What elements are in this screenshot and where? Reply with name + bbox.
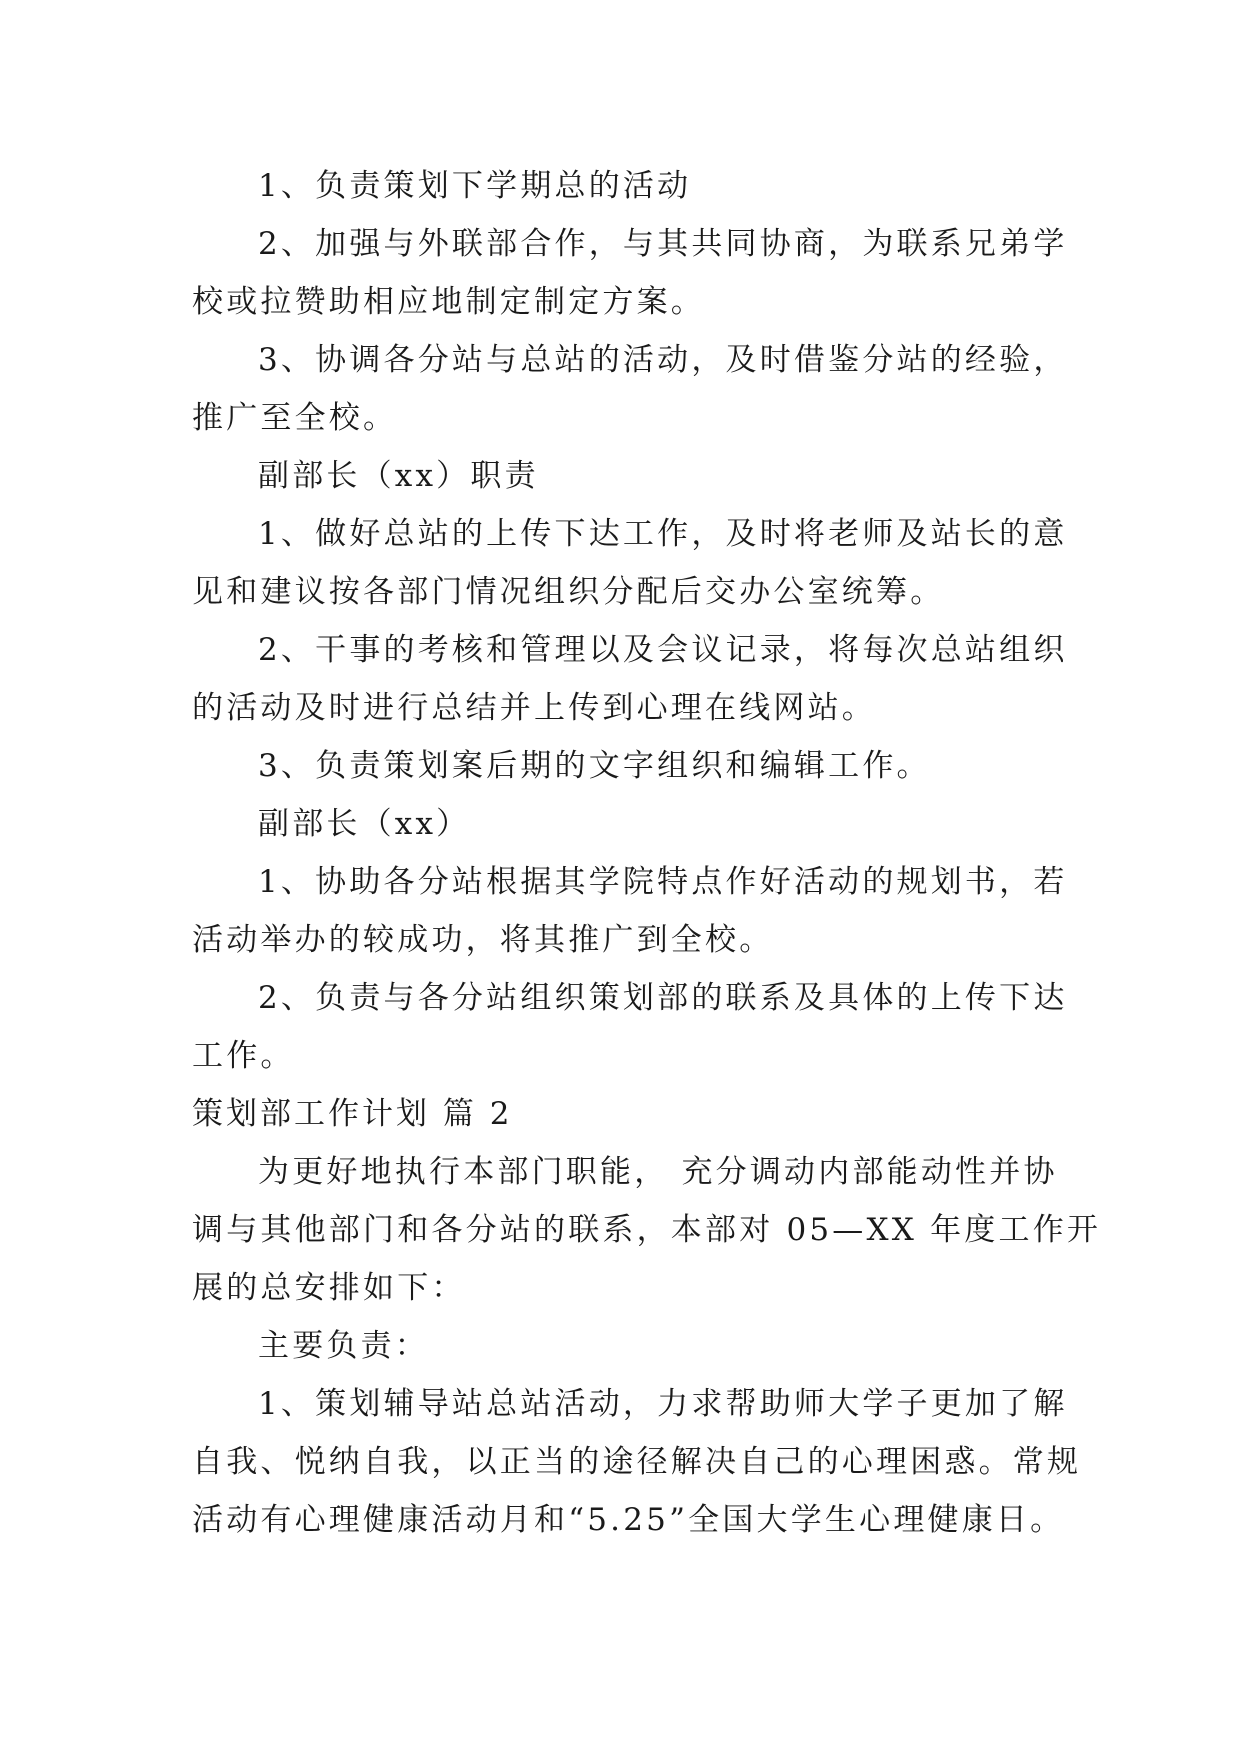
paragraph-line: 2、加强与外联部合作，与其共同协商，为联系兄弟学	[258, 226, 1068, 262]
paragraph-line: 活动举办的较成功，将其推广到全校。	[192, 922, 774, 958]
paragraph-line: 2、负责与各分站组织策划部的联系及具体的上传下达	[258, 980, 1068, 1016]
paragraph-line: 见和建议按各部门情况组织分配后交办公室统筹。	[192, 574, 945, 610]
paragraph-line: 3、协调各分站与总站的活动，及时借鉴分站的经验，	[258, 342, 1068, 378]
paragraph-line: 调与其他部门和各分站的联系，本部对 05—XX 年度工作开	[192, 1212, 1102, 1248]
section-heading: 副部长（xx）	[258, 806, 471, 842]
paragraph-line: 工作。	[192, 1038, 295, 1074]
paragraph-line: 自我、悦纳自我，以正当的途径解决自己的心理困惑。常规	[192, 1444, 1082, 1480]
section-heading: 主要负责：	[258, 1328, 429, 1364]
paragraph-line: 1、做好总站的上传下达工作，及时将老师及站长的意	[258, 516, 1068, 552]
section-heading: 副部长（xx）职责	[258, 458, 539, 494]
paragraph-line: 3、负责策划案后期的文字组织和编辑工作。	[258, 748, 931, 784]
paragraph-line: 活动有心理健康活动月和“5.25”全国大学生心理健康日。	[192, 1502, 1065, 1538]
paragraph-line: 校或拉赞助相应地制定制定方案。	[192, 284, 705, 320]
paragraph-line: 为更好地执行本部门职能， 充分调动内部能动性并协	[258, 1154, 1058, 1190]
paragraph-line: 1、策划辅导站总站活动，力求帮助师大学子更加了解	[258, 1386, 1068, 1422]
paragraph-line: 推广至全校。	[192, 400, 398, 436]
paragraph-line: 1、负责策划下学期总的活动	[258, 168, 692, 204]
paragraph-line: 2、干事的考核和管理以及会议记录，将每次总站组织	[258, 632, 1068, 668]
paragraph-line: 1、协助各分站根据其学院特点作好活动的规划书，若	[258, 864, 1068, 900]
paragraph-line: 的活动及时进行总结并上传到心理在线网站。	[192, 690, 876, 726]
article-heading: 策划部工作计划 篇 2	[192, 1096, 513, 1132]
paragraph-line: 展的总安排如下：	[192, 1270, 466, 1306]
